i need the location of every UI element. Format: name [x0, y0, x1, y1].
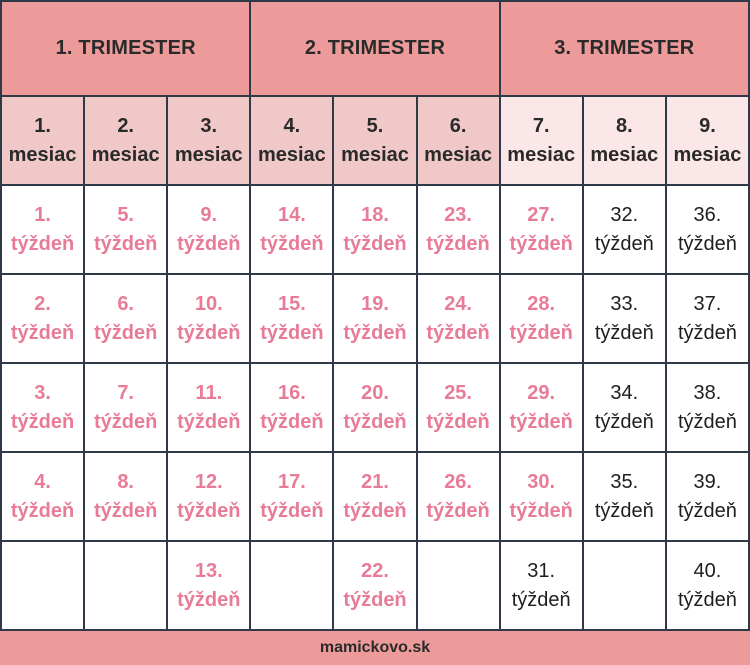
week-cell	[500, 541, 583, 630]
week-cell	[1, 541, 84, 630]
week-number: 25.	[444, 382, 472, 405]
month-header-1	[1, 96, 84, 185]
week-word: týždeň	[426, 410, 490, 433]
month-number: 8.	[615, 115, 633, 138]
week-cell	[500, 185, 583, 274]
week-cell	[333, 363, 416, 452]
week-cell	[167, 185, 250, 274]
month-number: 9.	[699, 115, 716, 138]
week-number: 3.	[34, 382, 51, 405]
month-number: 4.	[283, 115, 301, 138]
week-cell	[250, 541, 333, 630]
week-cell	[1, 185, 84, 274]
week-number: 19.	[361, 293, 389, 316]
week-word: týždeň	[260, 232, 324, 255]
week-cell	[167, 363, 250, 452]
week-cell	[250, 185, 333, 274]
week-number: 21.	[361, 471, 389, 494]
week-word: týždeň	[10, 321, 75, 344]
trimester-header-2: 2. TRIMESTER	[250, 1, 499, 96]
week-cell	[500, 274, 583, 363]
week-number: 39.	[693, 471, 722, 494]
week-cell	[417, 185, 500, 274]
week-cell	[1, 274, 84, 363]
week-word: týždeň	[594, 321, 654, 344]
week-number: 22.	[361, 560, 389, 583]
week-cell	[666, 363, 749, 452]
week-cell	[500, 363, 583, 452]
week-word: týždeň	[509, 410, 573, 433]
week-cell	[666, 274, 749, 363]
week-word: týždeň	[509, 232, 573, 255]
week-number: 10.	[194, 293, 223, 316]
trimester-row	[1, 1, 749, 96]
week-word: týždeň	[260, 410, 324, 433]
week-number: 14.	[277, 204, 306, 227]
week-cell	[167, 274, 250, 363]
week-number: 34.	[610, 382, 639, 405]
week-cell	[333, 274, 416, 363]
week-cell	[84, 541, 167, 630]
week-cell	[167, 541, 250, 630]
week-cell	[666, 185, 749, 274]
week-word: týždeň	[511, 588, 571, 611]
month-number: 7.	[532, 115, 550, 138]
month-word: mesiac	[91, 143, 160, 166]
week-word: týždeň	[343, 321, 407, 344]
trimester-header-1: 1. TRIMESTER	[1, 1, 250, 96]
week-number: 6.	[117, 293, 134, 316]
week-row	[1, 452, 749, 541]
month-header-9	[666, 96, 749, 185]
week-number: 16.	[277, 382, 306, 405]
week-cell	[583, 363, 666, 452]
week-word: týždeň	[177, 410, 241, 433]
month-word: mesiac	[341, 143, 409, 166]
week-cell	[583, 541, 666, 630]
week-cell	[84, 452, 167, 541]
month-row	[1, 96, 749, 185]
week-number: 32.	[610, 204, 639, 227]
week-cell	[417, 452, 500, 541]
week-cell	[250, 452, 333, 541]
week-number: 17.	[277, 471, 306, 494]
week-row	[1, 541, 749, 630]
week-row	[1, 363, 749, 452]
month-word: mesiac	[590, 143, 659, 166]
week-word: týždeň	[10, 499, 75, 522]
week-number: 24.	[444, 293, 472, 316]
week-cell	[1, 363, 84, 452]
week-number: 26.	[444, 471, 472, 494]
week-word: týždeň	[343, 232, 407, 255]
week-word: týždeň	[677, 499, 737, 522]
week-cell	[333, 452, 416, 541]
week-word: týždeň	[509, 499, 573, 522]
month-number: 2.	[117, 115, 134, 138]
week-word: týždeň	[677, 410, 737, 433]
week-cell	[84, 185, 167, 274]
week-cell	[1, 452, 84, 541]
trimester-header-3: 3. TRIMESTER	[500, 1, 749, 96]
week-number: 35.	[610, 471, 639, 494]
week-word: týždeň	[343, 588, 407, 611]
week-word: týždeň	[93, 321, 158, 344]
week-number: 33.	[610, 293, 639, 316]
week-cell	[666, 541, 749, 630]
week-cell	[500, 452, 583, 541]
week-number: 2.	[34, 293, 51, 316]
week-cell	[167, 452, 250, 541]
week-number: 18.	[361, 204, 389, 227]
week-number: 40.	[693, 560, 722, 583]
week-number: 37.	[693, 293, 722, 316]
week-word: týždeň	[10, 232, 75, 255]
week-word: týždeň	[426, 232, 490, 255]
week-word: týždeň	[594, 410, 654, 433]
week-word: týždeň	[93, 410, 158, 433]
week-number: 4.	[34, 471, 51, 494]
week-number: 9.	[200, 204, 218, 227]
week-cell	[333, 541, 416, 630]
week-number: 28.	[527, 293, 556, 316]
week-cell	[417, 363, 500, 452]
week-number: 11.	[195, 382, 223, 405]
week-cell	[250, 363, 333, 452]
week-word: týždeň	[594, 499, 654, 522]
month-word: mesiac	[174, 143, 243, 166]
week-word: týždeň	[594, 232, 654, 255]
week-cell	[84, 274, 167, 363]
month-word: mesiac	[8, 143, 77, 166]
week-number: 27.	[527, 204, 556, 227]
week-word: týždeň	[677, 232, 737, 255]
month-header-8	[583, 96, 666, 185]
week-number: 7.	[117, 382, 134, 405]
week-word: týždeň	[93, 499, 158, 522]
week-row	[1, 274, 749, 363]
week-cell	[250, 274, 333, 363]
month-number: 5.	[366, 115, 384, 138]
week-number: 36.	[693, 204, 722, 227]
week-number: 31.	[527, 560, 556, 583]
month-header-5	[333, 96, 416, 185]
month-header-7	[500, 96, 583, 185]
week-cell	[583, 185, 666, 274]
month-header-4	[250, 96, 333, 185]
week-cell	[333, 185, 416, 274]
week-number: 13.	[194, 560, 223, 583]
week-word: týždeň	[343, 499, 407, 522]
week-word: týždeň	[260, 499, 324, 522]
month-number: 6.	[449, 115, 467, 138]
month-header-6	[417, 96, 500, 185]
week-word: týždeň	[677, 588, 737, 611]
week-cell	[583, 452, 666, 541]
week-number: 5.	[117, 204, 134, 227]
week-row	[1, 185, 749, 274]
week-word: týždeň	[177, 232, 241, 255]
week-word: týždeň	[177, 588, 241, 611]
month-word: mesiac	[673, 143, 742, 166]
week-word: týždeň	[177, 499, 241, 522]
week-number: 23.	[444, 204, 472, 227]
week-cell	[583, 274, 666, 363]
month-word: mesiac	[507, 143, 576, 166]
week-word: týždeň	[426, 499, 490, 522]
week-word: týždeň	[177, 321, 241, 344]
month-word: mesiac	[424, 143, 493, 166]
week-number: 1.	[34, 204, 51, 227]
week-cell	[417, 274, 500, 363]
week-number: 38.	[693, 382, 722, 405]
week-number: 8.	[117, 471, 134, 494]
month-number: 3.	[200, 115, 218, 138]
week-word: týždeň	[343, 410, 407, 433]
week-word: týždeň	[509, 321, 573, 344]
week-cell	[84, 363, 167, 452]
month-number: 1.	[34, 115, 51, 138]
week-cell	[666, 452, 749, 541]
week-number: 15.	[277, 293, 306, 316]
week-word: týždeň	[93, 232, 158, 255]
month-header-3	[167, 96, 250, 185]
week-word: týždeň	[10, 410, 75, 433]
month-header-2	[84, 96, 167, 185]
week-word: týždeň	[677, 321, 737, 344]
month-word: mesiac	[257, 143, 326, 166]
week-number: 20.	[361, 382, 389, 405]
week-word: týždeň	[426, 321, 490, 344]
week-number: 29.	[527, 382, 556, 405]
week-word: týždeň	[260, 321, 324, 344]
week-cell	[417, 541, 500, 630]
week-number: 30.	[527, 471, 556, 494]
week-number: 12.	[194, 471, 223, 494]
footer-brand: mamickovo.sk	[0, 629, 750, 665]
